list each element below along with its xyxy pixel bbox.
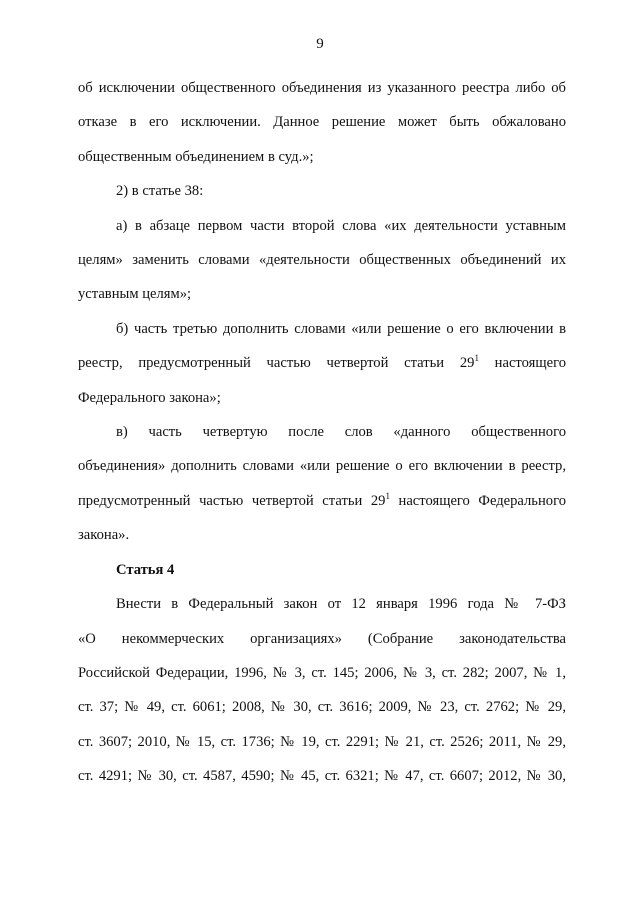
paragraph-line: в) часть четвертую после слов «данного общественного — [116, 424, 566, 441]
superscript: 1 — [385, 490, 390, 501]
paragraph-line: уставным целям»; — [78, 286, 192, 303]
text-segment: настоящего — [478, 355, 566, 372]
paragraph-line: Российской Федерации, 1996, № 3, ст. 145; 2006, № 3, ст. 282; 2007, № 1, — [78, 664, 566, 681]
page-number: 9 — [316, 36, 324, 52]
superscript: 1 — [474, 353, 479, 364]
paragraph-line: целям» заменить словами «деятельности общественных объединений их — [78, 252, 566, 269]
paragraph-line — [78, 484, 566, 518]
paragraph-line: ст. 3607; 2010, № 15, ст. 1736; № 19, ст. 2291; № 21, ст. 2526; 2011, № 29, — [78, 733, 566, 750]
paragraph-line: б) часть третью дополнить словами «или решение о его включении в — [116, 320, 566, 337]
paragraph-item-2: 2) в статье 38: — [116, 183, 204, 200]
paragraph-line: объединения» дополнить словами «или решение о его включении в реестр, — [78, 458, 566, 475]
paragraph-line: общественным объединением в суд.»; — [78, 148, 314, 165]
article-heading: Статья 4 — [116, 561, 175, 578]
paragraph-line: об исключении общественного объединения из указанного реестра либо об — [78, 80, 566, 96]
text-segment: реестр, предусмотренный частью четвертой статьи 29 — [78, 355, 475, 372]
paragraph-line: ст. 37; № 49, ст. 6061; 2008, № 30, ст. 3616; 2009, № 23, ст. 2762; № 29, — [78, 699, 566, 716]
document-body — [78, 71, 566, 794]
text-segment: настоящего Федерального — [389, 492, 566, 509]
text-segment: предусмотренный частью четвертой статьи 29 — [78, 492, 386, 509]
paragraph-line: Внести в Федеральный закон от 12 января 1996 года № 7-ФЗ — [116, 596, 566, 613]
paragraph-line: а) в абзаце первом части второй слова «их деятельности уставным — [116, 217, 566, 234]
paragraph-line — [78, 346, 566, 380]
paragraph-line: закона». — [78, 527, 130, 544]
paragraph-line: Федерального закона»; — [78, 389, 221, 406]
paragraph-line: отказе в его исключении. Данное решение может быть обжаловано — [78, 114, 566, 131]
paragraph-line: ст. 4291; № 30, ст. 4587, 4590; № 45, ст. 6321; № 47, ст. 6607; 2012, № 30, — [78, 768, 566, 785]
paragraph-line: «О некоммерческих организациях» (Собрание законодательства — [78, 630, 566, 647]
